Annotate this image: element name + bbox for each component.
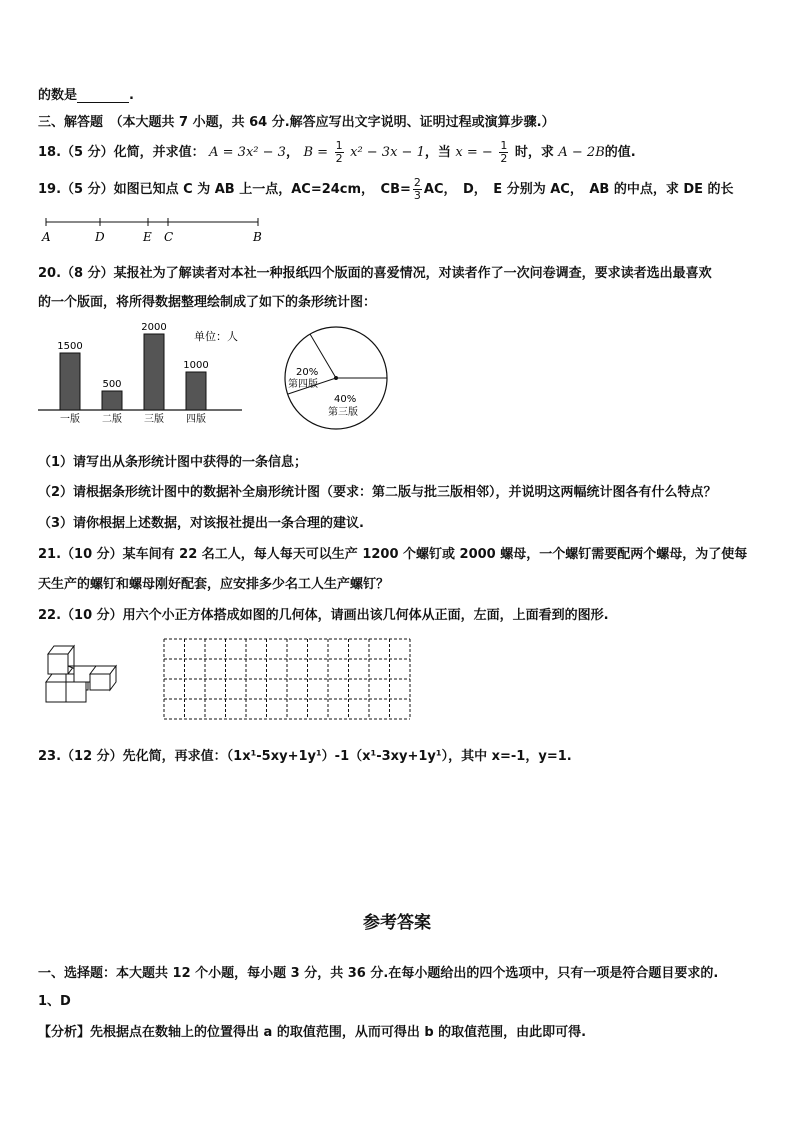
- dotted-grid: [163, 638, 415, 720]
- pie-center: [334, 376, 338, 380]
- pie-label-3-pct: 40%: [334, 394, 357, 405]
- q19-prefix: 19.（5 分）如图已知点 C 为 AB 上一点，AC=24cm， CB=: [38, 182, 411, 197]
- bar-label-2: 500: [102, 379, 122, 390]
- q20-sub3: （3）请你根据上述数据，对该报社提出一条合理的建议.: [38, 516, 364, 531]
- cube-bottom-1: [46, 682, 66, 702]
- q18-expr-b-lhs: B =: [303, 145, 329, 160]
- label-b: B: [253, 230, 262, 244]
- answers-title: 参考答案: [363, 913, 431, 933]
- q19-fraction: [413, 177, 422, 202]
- text-prefix: 的数是: [38, 88, 78, 103]
- answer-blank: [77, 90, 129, 103]
- answer-analysis: 【分析】先根据点在数轴上的位置得出 a 的取值范围，从而可得出 b 的取值范围，由此即可得.: [38, 1025, 587, 1040]
- label-d: D: [95, 230, 105, 244]
- bar-label-3: 2000: [141, 322, 167, 333]
- unit-label: 单位：人: [194, 330, 238, 343]
- q18-suffix: 时，求: [514, 145, 554, 160]
- q20-line1: 20.（8 分）某报社为了解读者对本社一种报纸四个版面的喜爱情况，对读者作了一次问卷调查，要求读者选出最喜欢: [38, 266, 712, 281]
- q18-end: 的值.: [604, 145, 636, 160]
- q20-sub2: （2）请根据条形统计图中的数据补全扇形统计图（要求：第二版与批三版相邻），并说明这两幅统计图各有什么特点？: [38, 485, 717, 500]
- q20-line2: 的一个版面，将所得数据整理绘制成了如下的条形统计图：: [38, 295, 377, 310]
- category-label-4: 四版: [186, 414, 206, 425]
- q18-prefix: 18.（5 分）化简，并求值：: [38, 145, 205, 160]
- q18-when: ，当: [424, 145, 451, 160]
- frac-numerator: 1: [500, 139, 508, 152]
- bar-3: [144, 334, 164, 410]
- bar-chart: [36, 318, 250, 430]
- frac-denominator: 2: [335, 152, 343, 165]
- q19-suffix: AC， D， E 分别为 AC， AB 的中点，求 DE 的长: [423, 182, 734, 197]
- answers-header: 一、选择题：本大题共 12 个小题，每小题 3 分，共 36 分.在每小题给出的四个选项中，只有一项是符合题目要求的.: [38, 966, 719, 981]
- label-e: E: [143, 230, 152, 244]
- question-19: [38, 177, 734, 203]
- q23-text: 23.（12 分）先化简，再求值：（1x¹-5xy+1y¹）-1（x¹-3xy+1y¹），其中 x=-1，y=1.: [38, 749, 572, 764]
- pie-chart: [276, 324, 402, 432]
- section3-header: 三、解答题 （本大题共 7 小题，共 64 分.解答应写出文字说明、证明过程或演算步骤.）: [38, 115, 555, 130]
- pie-label-3-name: 第三版: [328, 407, 358, 418]
- segment-diagram: [38, 214, 278, 246]
- cube-top-front: [48, 654, 68, 674]
- bar-label-4: 1000: [183, 360, 209, 371]
- q21-line2: 天生产的螺钉和螺母刚好配套，应安排多少名工人生产螺钉？: [38, 577, 390, 592]
- previous-question-tail: [38, 84, 134, 103]
- cube-bottom-2: [66, 682, 86, 702]
- q21-line1: 21.（10 分）某车间有 22 名工人，每人每天可以生产 1200 个螺钉或 2000 螺母，一个螺钉需要配两个螺母，为了使每: [38, 547, 748, 562]
- text-suffix: .: [129, 88, 134, 103]
- frac-numerator: 1: [335, 139, 343, 152]
- pie-label-4-pct: 20%: [296, 367, 319, 378]
- q20-sub1: （1）请写出从条形统计图中获得的一条信息；: [38, 455, 308, 470]
- bar-4: [186, 372, 206, 410]
- cube-solid: [40, 638, 126, 708]
- q18-expr-a: A = 3x² − 3: [209, 145, 286, 160]
- category-label-1: 一版: [60, 414, 80, 425]
- q18-expr-b-rest: x² − 3x − 1: [350, 145, 425, 160]
- question-18: 18.（5 分）化简，并求值： A = 3x² − 3， B = $\frac{1}{2}$ x² − 3x − 1，当 x = − $\frac{1}{2}$ 时，求 A − 2B的值.: [38, 139, 636, 165]
- category-label-2: 二版: [102, 414, 122, 425]
- bar-2: [102, 391, 122, 410]
- frac-numerator: 2: [413, 176, 421, 189]
- label-a: A: [42, 230, 51, 244]
- frac-denominator: 2: [500, 152, 508, 165]
- category-label-3: 三版: [144, 414, 164, 425]
- bar-1: [60, 353, 80, 410]
- pie-label-4-name: 第四版: [288, 379, 318, 390]
- q18-fraction-x: [499, 140, 508, 165]
- q18-x-lhs: x = −: [455, 145, 493, 160]
- cube-right-front-1: [90, 674, 110, 690]
- q18-fraction-b: [335, 140, 344, 165]
- answer-1: 1、D: [38, 994, 71, 1009]
- label-c: C: [164, 230, 174, 244]
- frac-denominator: 3: [413, 189, 421, 202]
- q18-target: A − 2B: [558, 145, 605, 160]
- q22-text: 22.（10 分）用六个小正方体搭成如图的几何体，请画出该几何体从正面，左面，上面看到的图形.: [38, 608, 609, 623]
- bar-label-1: 1500: [57, 341, 83, 352]
